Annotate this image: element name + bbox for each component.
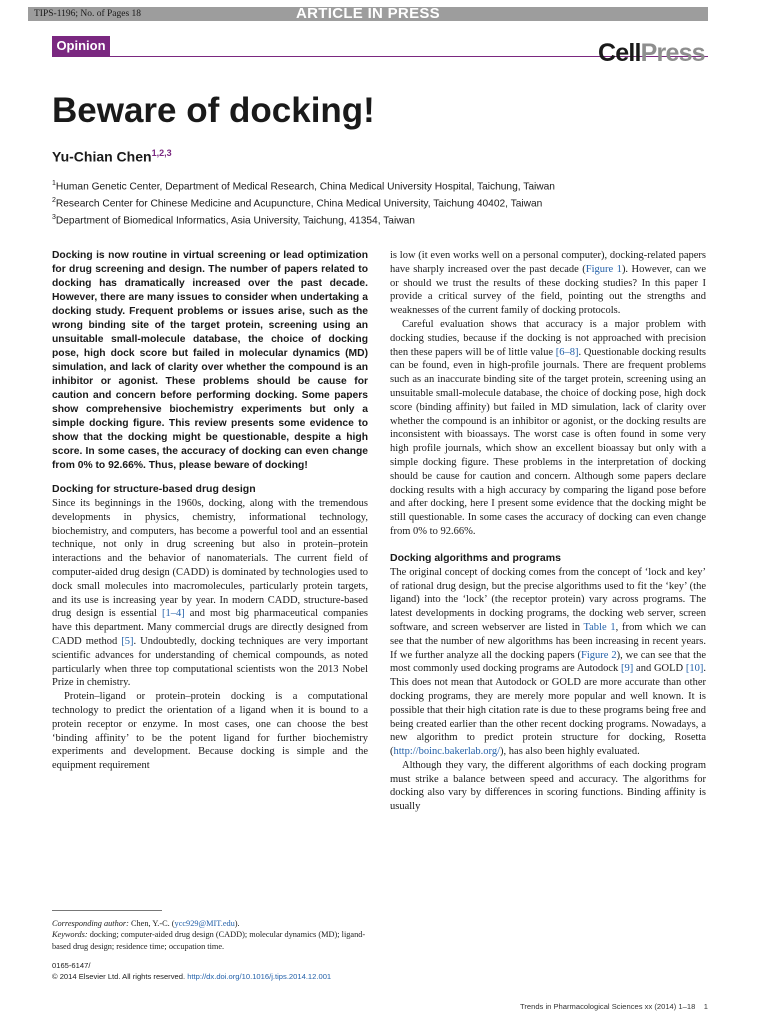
author-affiliation-marks: 1,2,3 — [151, 148, 172, 158]
body-paragraph: is low (it even works well on a personal computer), docking-related papers have sharply increased over the past decade (Figure 1). However, can we or should we trust the results of these docking studies? In this paper I provide a critical survey of the field, pointing out the strengths and weaknesses of the current family of docking protocols. — [390, 250, 707, 317]
citation-link[interactable]: [10] — [685, 663, 704, 675]
footnote-divider — [52, 910, 162, 911]
citation-link[interactable]: [1–4] — [162, 608, 185, 620]
body-paragraph: Protein–ligand or protein–protein docking is a computational technology to predict the orientation of a ligand when it is bound to a protein receptor or enzyme. In most cases, one can choose the best ‘binding affinity’ to be the potent ligand for further biochemistry experiments and development. Because docking is simple and the equipment requirement — [52, 691, 368, 772]
affiliation-item: $^1$Human Genetic Center, Department of Medical Research, China Medical University Hospital, Taichung, Taiwan — [52, 180, 555, 193]
email-link[interactable]: ycc929@MIT.edu — [174, 919, 235, 928]
article-title: Beware of docking! — [52, 91, 375, 130]
author-line — [52, 148, 172, 165]
issn: 0165-6147/ — [52, 960, 91, 970]
publisher-logo — [598, 39, 705, 68]
journal-citation: Trends in Pharmacological Sciences xx (2014) 1–18 — [520, 1002, 696, 1011]
left-column — [52, 249, 368, 773]
abstract: Docking is now routine in virtual screening or lead optimization for drug screening and design. The number of papers related to docking has dramatically increased over the past decade. However, there are many issues to consider when undertaking a docking study. Frequent problems or issues arise, such as the wrong binding site of the target protein, screening using an unsuitable small-molecule database, the choice of docking pose, high dock score but failed in molecular dynamics (MD) simulation, and lack of clarity over whether the compound is an inhibitor or agonist. These problems should be cause for caution and concern before performing docking. Some papers show comprehensive biochemistry experiments but only a simple docking figure. This review presents some evidence to show that the docking might be questionable, despite a high score. In some cases, the accuracy of docking can even change from 0% to 92.66%. Thus, please beware of docking! — [52, 250, 368, 471]
logo-text-cell: Cell — [598, 39, 641, 67]
manuscript-meta: TIPS-1196; No. of Pages 18 — [34, 9, 142, 19]
affiliation-item: $^3$Department of Biomedical Informatics, Asia University, Taichung, 41354, Taiwan — [52, 213, 415, 227]
affiliation-item: $^2$Research Center for Chinese Medicine and Acupuncture, China Medical University, Taichung 40402, Taiwan — [52, 196, 543, 210]
spacer — [390, 539, 706, 551]
logo-text-press: Press — [640, 39, 705, 67]
citation-link[interactable]: [9] — [621, 663, 634, 675]
copyright-line: © 2014 Elsevier Ltd. All rights reserved. http://dx.doi.org/10.1016/j.tips.2014.12.001 — [52, 972, 332, 982]
body-paragraph: Although they vary, the different algorithms of each docking program must strike a balance between speed and accuracy. The algorithms for docking also vary by differences in scoring functions. Binding affinity is usually — [390, 759, 706, 813]
section-heading-algorithms: Docking algorithms and programs — [390, 551, 561, 564]
section-heading-docking-sbdd: Docking for structure-based drug design — [52, 483, 256, 495]
affiliations — [52, 177, 555, 228]
citation-link[interactable]: [6–8] — [555, 346, 579, 358]
author-name: Yu-Chian Chen — [52, 148, 152, 165]
body-paragraph: Since its beginnings in the 1960s, docking, along with the tremendous developments in physics, chemistry, informational technology, biochemistry, and computers, has become a powerful tool and an essential technique, not only in drug screening but also in protein–protein interactions and the behavior of nanomaterials. The current field of computer-aided drug design (CADD) is dominated by technologies used to dock small molecules into macromolecules, particularly protein targets, and its use is increasing year by year. In modern CADD, structure-based drug design is essential [1–4] and most big pharmaceutical companies have this department. Many commercial drugs are directly designed from CADD method [5]. Undoubtedly, docking techniques are very important scientific advances for understanding of chemical compounds, as noted particularly when three top computational scientists won the 2013 Nobel Prize in chemistry. — [52, 498, 368, 689]
section-badge: Opinion — [52, 36, 110, 56]
page-footer — [520, 1002, 708, 1011]
header-banner — [28, 7, 708, 21]
body-paragraph: The original concept of docking comes from the concept of ‘lock and key’ of rational drug design, but the precise algorithms used to fit the ‘key’ (the ligand) into the ‘lock’ (the receptor protein) vary across programs. The latest developments in docking programs, the docking web server, screen software, and screen webserver are listed in Table 1, from which we can see that the number of new algorithms has been increasing in recent years. If we further analyze all the docking papers (Figure 2), we can see that the most commonly used docking programs are Autodock [9] and GOLD [10]. This does not mean that Autodock or GOLD are more accurate than other docking programs, they are merely more popular and well known. It is possible that their high citation rate is due to these programs being free and being created earlier than the other recent docking programs. Nowadays, a new algorithm to predict protein structure for docking, Rosetta (http://boinc.bakerlab.org/), has also been highly evaluated. — [390, 566, 707, 758]
figure-link[interactable]: Figure 2 — [581, 649, 617, 661]
right-column — [390, 249, 706, 814]
corresponding-author: Corresponding author: Chen, Y.-C. (ycc929@MIT.edu). — [52, 919, 240, 928]
page-number: 1 — [703, 1002, 708, 1011]
article-status-label: ARTICLE IN PRESS — [296, 5, 440, 22]
doi-link[interactable]: http://dx.doi.org/10.1016/j.tips.2014.12.001 — [187, 972, 332, 982]
web-link[interactable]: http://boinc.bakerlab.org/ — [393, 746, 501, 758]
body-paragraph: Careful evaluation shows that accuracy is a major problem with docking studies, because if the docking is not approached with precision then these papers will be of little value [6–8]. Questionable docking results can be found, even in high-profile journals. There are frequent problems such as an inaccurate binding site of the target protein, screening using an unsuitable small-molecule database, the choice of docking pose, high dock score (binding affinity) but failed in MD simulation, lack of clarity over whether the compound is an inhibitor or agonist, or the docking results are inconsistent with bioassays. The worst case is often found in some very high profile journals, which show an excellent bioassay but only with a simple docking figure. These problems in the interpretation of docking should be cause for caution and concern. Although some papers declare docking results with a high accuracy by comparing the ligand pose before and after docking, here I present some evidence that the docking might be still questionable. In some cases the accuracy of docking can even change from 0% to 92.66%. — [390, 318, 706, 537]
table-link[interactable]: Table 1 — [583, 621, 616, 633]
figure-link[interactable]: Figure 1 — [585, 263, 622, 275]
citation-link[interactable]: [5] — [121, 635, 134, 647]
keywords: Keywords: docking; computer-aided drug design (CADD); molecular dynamics (MD); ligand-based drug design; residence time; occupation time. — [52, 930, 366, 951]
footnotes — [52, 918, 368, 982]
